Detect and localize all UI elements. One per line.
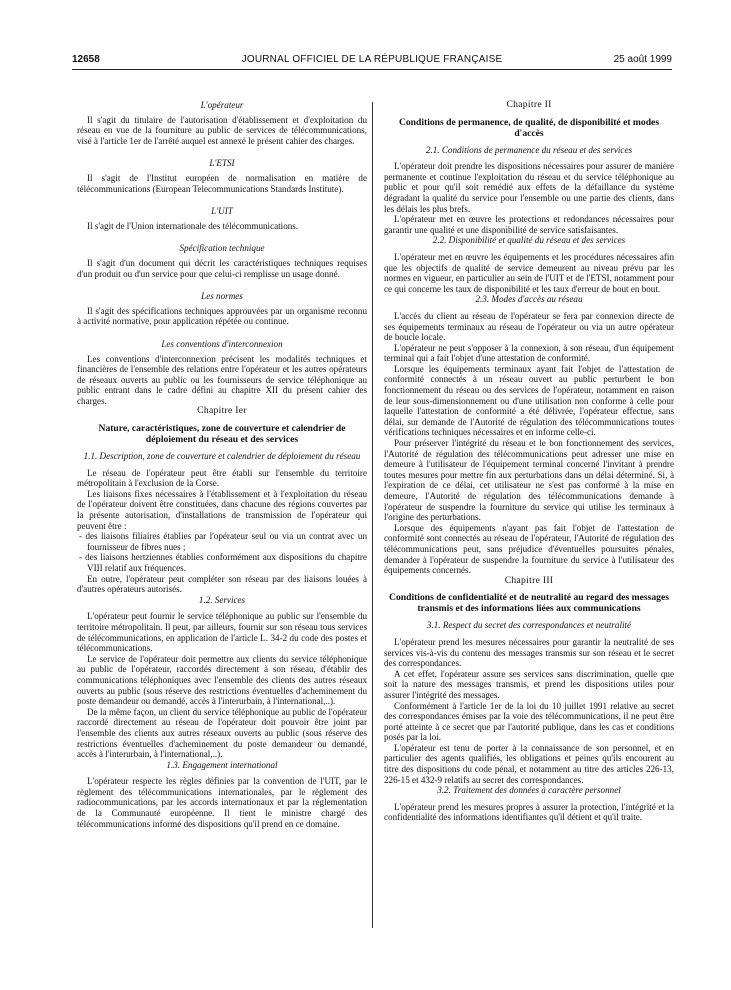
definition-title: Les normes [201,291,243,302]
definition-title: Les conventions d'interconnexion [161,338,283,349]
bullet-list [77,531,367,573]
section-title: 1.2. Services [198,594,246,605]
paragraph: L'opérateur ne peut s'opposer à la connexion, à son réseau, d'un équipement terminal qui a fait l'objet d'une attestation de conformité. [384,342,674,364]
definition-text: Il s'agit des spécifications techniques approuvées par un organisme reconnu à activité normative, pour application répétée ou continue. [77,305,367,327]
paragraph: A cet effet, l'opérateur assure ses services sans discrimination, quelle que soit la nature des messages transmis, et prend les dispositions utiles pour assurer l'intégrité des messages. [384,668,674,700]
paragraph: L'opérateur prend les mesures nécessaires pour garantir la neutralité de ses services vis-à-vis du contenu des messages transmis sur son réseau et le secret des correspondances. [384,636,674,669]
paragraph: L'opérateur est tenu de porter à la connaissance de son personnel, et en particulier des agents qualifiés, les obligations et peines qu'ils encourent au titre des dispositions du code pénal, et notamment au titre des articles 226-13, 226-15 et 432-9 relatifs au secret des correspondances. [384,742,674,785]
publication-date: 25 août 1999 [613,54,672,65]
chapter-title: Conditions de permanence, de qualité, de disponibilité et modes d'accès [398,116,660,139]
paragraph: Lorsque les équipements terminaux ayant fait l'objet de l'attestation de conformité connectés à un réseau ouvert au public perturbent le bon fonctionnement du réseau ou des services de l'opérateur, notamment en raison de leur sous-dimensionnement ou d'une utilisation non conforme à celle pour laquelle l'attestation de conformité a été délivrée, l'opérateur effectue, sans délai, sur demande de l'Autorité de régulation des télécommunications toutes vérifications techniques nécessaires et en informe celle-ci. [384,363,674,438]
definition-title: L'ETSI [209,158,235,169]
section-title: 3.2. Traitement des données à caractère personnel [437,785,621,796]
section-title: 1.1. Description, zone de couverture et calendrier de déploiement du réseau [83,451,361,462]
section-title: 2.3. Modes d'accès au réseau [475,294,583,305]
definition-title: L'opérateur [200,100,244,110]
chapter-heading: Chapitre III [504,574,554,586]
paragraph: De la même façon, un client du service téléphonique au public de l'opérateur raccordé directement au réseau de l'opérateur doit pouvoir être joint par l'ensemble des clients aux autres réseaux ouverts au public (sous réserve des restrictions éventuelles d'acheminement du poste demandeur ou demandé, accès à l'interurbain, à l'international,..). [77,706,367,760]
paragraph: L'opérateur respecte les règles définies par la convention de l'UIT, par le règlement des télécommunications internationales, par le règlement des radiocommunications, par les accords internationaux et par la réglementation de la Communauté européenne. Il tient le ministre chargé des télécommunications informé des dispositions qu'il prend en ce domaine. [77,776,367,829]
chapter-heading: Chapitre II [506,99,552,110]
paragraph: Lorsque des équipements n'ayant pas fait l'objet de l'attestation de conformité sont connectés au réseau de l'opérateur, l'Autorité de régulation des télécommunications peut, sans préjudice d'éventuelles poursuites pénales, demander à l'opérateur de suspendre la fourniture du service à l'utilisateur des équipements concernés. [384,522,674,576]
paragraph: Le service de l'opérateur doit permettre aux clients du service téléphonique au public de l'opérateur, raccordés directement à son réseau, d'établir des communications téléphoniques avec l'ensemble des clients des autres réseaux ouverts au public (sous réserve des restrictions éventuelles d'acheminement du poste demandeur ou demandé, accès à l'interurbain, à l'international,..). [77,653,367,707]
left-column [77,100,367,829]
column-divider [372,102,373,928]
paragraph: Pour préserver l'intégrité du réseau et le bon fonctionnement des services, l'Autorité de régulation des télécommunications peut adresser une mise en demeure à l'utilisateur de l'équipement terminal concerné l'invitant à prendre toutes mesures pour mettre fin aux perturbations dans un délai déterminé. Si, à l'expiration de ce délai, cet utilisateur ne s'est pas conformé à la mise en demeure, l'Autorité de régulation des télécommunications demande à l'opérateur de suspendre la fourniture du service qui utilise les terminaux à l'origine des perturbations. [384,438,674,523]
paragraph: L'opérateur met en œuvre les protections et redondances nécessaires pour garantir une qualité et une disponibilité de service satisfaisantes. [384,214,674,235]
paragraph: L'opérateur met en œuvre les équipements et les procédures nécessaires afin que les objectifs de qualité de service demeurent au niveau prévu par les normes en vigueur, en particulier au sein de l'UIT et de l'ETSI, notamment pour ce qui concerne les taux de disponibilité et les taux d'erreur de bout en bout. [384,251,674,294]
definition-text: Il s'agit du titulaire de l'autorisation d'établissement et d'exploitation du réseau en vue de la fourniture au public de services de télécommunications, visé à l'article 1er de l'arrêté auquel est annexé le présent cahier des charges. [77,114,367,146]
section-title: 1.3. Engagement international [166,759,278,770]
definition-text: Les conventions d'interconnexion précisent les modalités techniques et financières de l'ensemble des relations entre l'opérateur et les autres opérateurs de réseaux ouverts au public ou les fournisseurs de service téléphonique au public entrant dans le cadre défini au chapitre XII du présent cahier des charges. [77,353,367,406]
definition-title: L'UIT [211,206,233,217]
paragraph: Les liaisons fixes nécessaires à l'établissement et à l'exploitation du réseau de l'opérateur doivent être constituées, dans chacune des régions couvertes par la présente autorisation, d'installations de transmission de l'opérateur qui peuvent être : [77,488,367,531]
right-column [384,100,674,823]
paragraph: L'opérateur prend les mesures propres à assurer la protection, l'intégrité et la confidentialité des informations identifiantes qu'il détient et qu'il traite. [384,801,674,823]
definition-title: Spécification technique [179,243,265,254]
definition-text: Il s'agit de l'Union internationale des télécommunications. [87,220,299,231]
chapter-title: Nature, caractéristiques, zone de couverture et calendrier de déploiement du réseau et des services [98,423,346,446]
paragraph: L'accès du client au réseau de l'opérateur se fera par connexion directe de ses équipements terminaux au réseau de l'opérateur ou via un autre opérateur de boucle locale. [384,310,674,343]
header-rule [72,69,672,70]
list-item: - des liaisons filiaires établies par l'opérateur seul ou via un contrat avec un fournisseur de fibres nues ; [79,531,367,552]
section-title: 3.1. Respect du secret des correspondances et neutralité [426,620,632,631]
section-title: 2.1. Conditions de permanence du réseau et des services [425,144,633,155]
list-item: - des liaisons hertziennes établies conformément aux dispositions du chapitre VIII relatif aux fréquences. [79,552,367,573]
journal-title: JOURNAL OFFICIEL DE LA RÉPUBLIQUE FRANÇAISE [241,54,503,65]
definition-text: Il s'agit d'un document qui décrit les caractéristiques techniques requises d'un produit ou d'un service pour que celui-ci remplisse un usage donné. [77,257,367,279]
page-header [72,54,672,70]
paragraph: Le réseau de l'opérateur peut être établi sur l'ensemble du territoire métropolitain à l'exclusion de la Corse. [77,467,367,489]
paragraph: Conformément à l'article 1er de la loi du 10 juillet 1991 relative au secret des correspondances émises par la voie des télécommunications, il ne peut être porté atteinte à ce secret que par l'autorité publique, dans les cas et conditions posés par la loi. [384,700,674,743]
section-title: 2.2. Disponibilité et qualité du réseau et des services [432,235,626,246]
paragraph: En outre, l'opérateur peut compléter son réseau par des liaisons louées à d'autres opérateurs autorisés. [77,573,367,595]
definition-text: Il s'agit de l'Institut européen de normalisation en matière de télécommunications (European Telecommunications Standards Institute). [77,172,367,194]
paragraph: L'opérateur doit prendre les dispositions nécessaires pour assurer de manière permanente et continue l'exploitation du réseau et du service téléphonique au public et pour qu'il soit remédié aux effets de la défaillance du système dégradant la qualité du service pour l'ensemble ou une partie des clients, dans les délais les plus brefs. [384,161,674,214]
paragraph: L'opérateur peut fournir le service téléphonique au public sur l'ensemble du territoire métropolitain. Il peut, par ailleurs, fournir sur son réseau tous services de télécommunications, en application de l'article L. 34-2 du code des postes et télécommunications. [77,611,367,654]
chapter-heading: Chapitre Ier [197,405,247,417]
chapter-title: Conditions de confidentialité et de neutralité au regard des messages transmis et des informations liées aux communications [389,592,669,615]
page-number: 12658 [72,54,100,65]
